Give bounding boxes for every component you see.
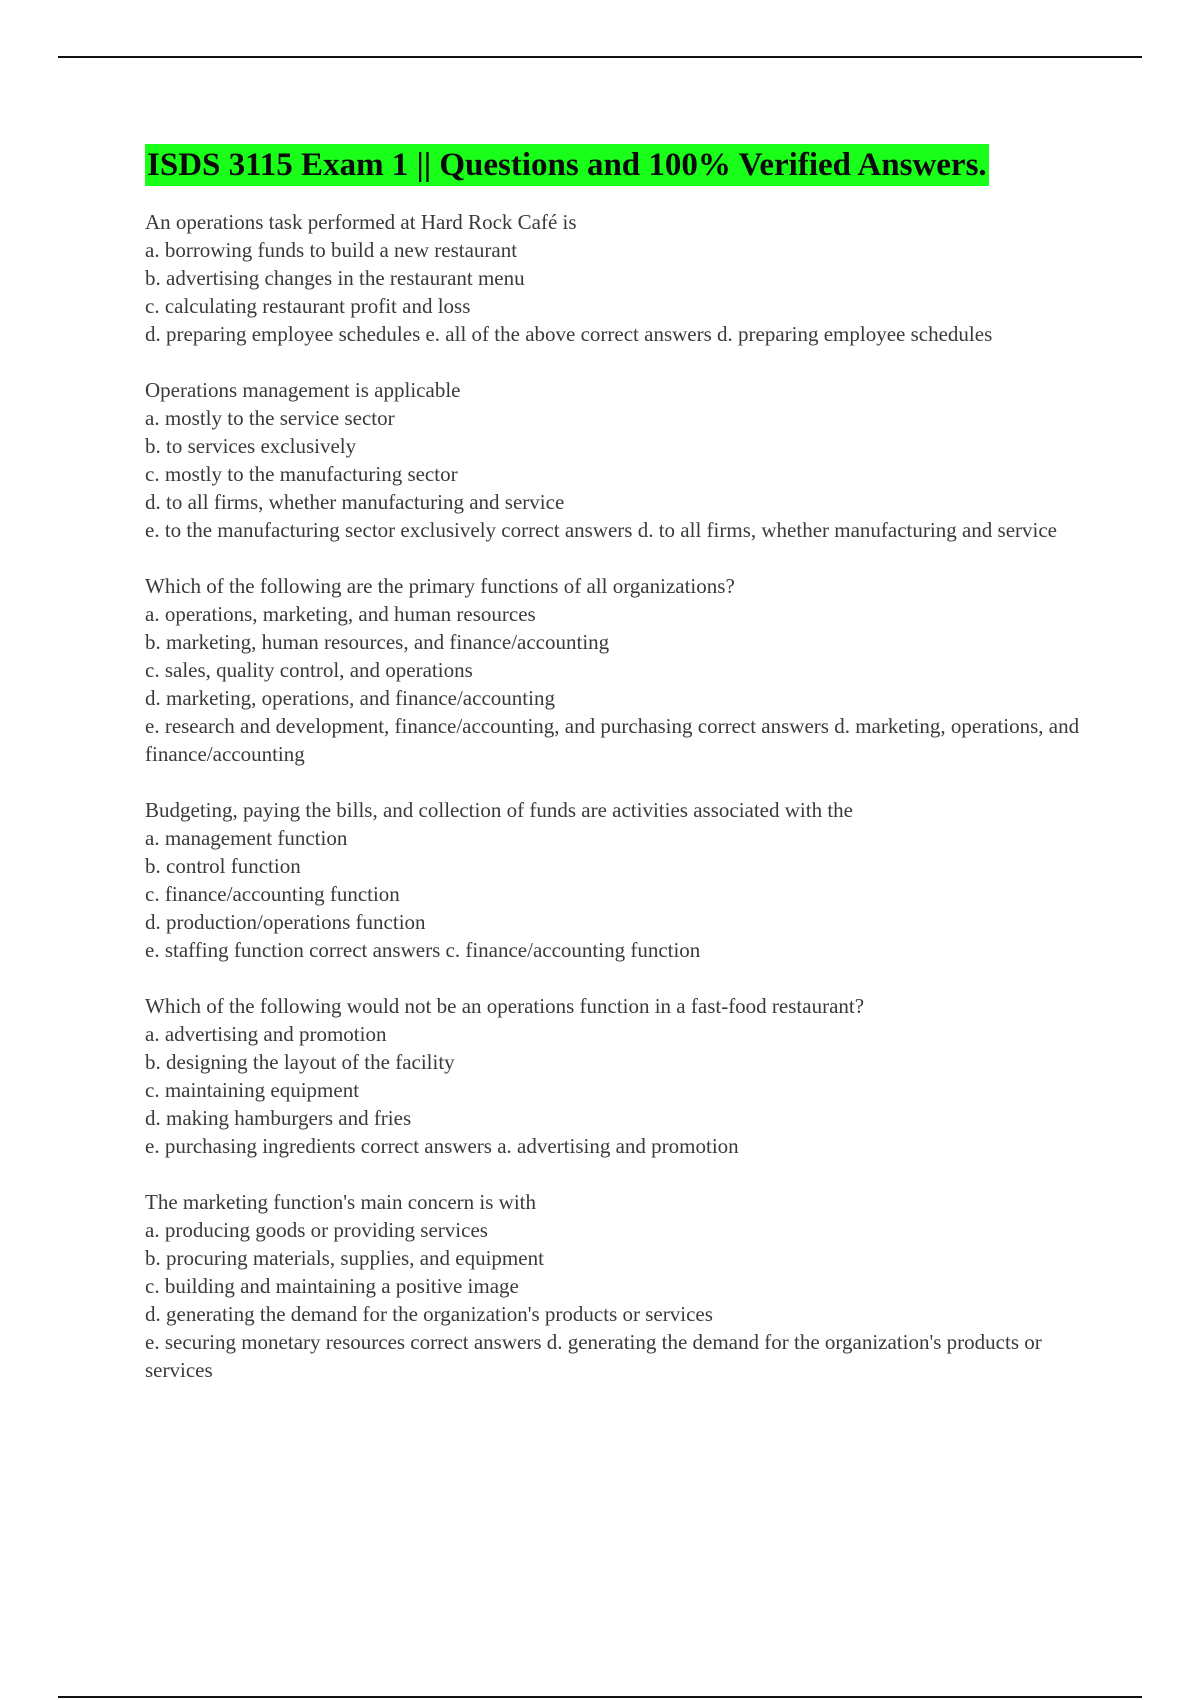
answer-option: a. operations, marketing, and human resources — [145, 602, 536, 626]
answer-option: e. research and development, finance/accounting, and purchasing correct answers d. marketing, operations, and finance/accounting — [145, 714, 1080, 766]
question-text: Which of the following would not be an operations function in a fast-food restaurant? — [145, 994, 865, 1018]
question-text: The marketing function's main concern is with — [145, 1190, 537, 1214]
answer-option: b. control function — [145, 854, 301, 878]
answer-option: c. finance/accounting function — [145, 882, 400, 906]
answer-option: a. mostly to the service sector — [145, 406, 395, 430]
answer-option: b. procuring materials, supplies, and equipment — [145, 1246, 544, 1270]
answer-option: c. sales, quality control, and operations — [145, 658, 473, 682]
answer-option: a. producing goods or providing services — [145, 1218, 488, 1242]
answer-option: d. to all firms, whether manufacturing and service — [145, 490, 565, 514]
answer-option: b. to services exclusively — [145, 434, 357, 458]
question-block — [145, 1188, 1085, 1384]
answer-option: e. to the manufacturing sector exclusively correct answers d. to all firms, whether manufacturing and service — [145, 518, 1057, 542]
bottom-rule — [58, 1696, 1142, 1698]
answer-option: c. building and maintaining a positive image — [145, 1274, 519, 1298]
question-block — [145, 992, 1085, 1160]
answer-option: b. designing the layout of the facility — [145, 1050, 455, 1074]
top-rule — [58, 56, 1142, 58]
answer-option: a. management function — [145, 826, 348, 850]
answer-option: e. securing monetary resources correct answers d. generating the demand for the organization's products or services — [145, 1330, 1042, 1382]
question-block — [145, 208, 1085, 348]
answer-option: c. calculating restaurant profit and loss — [145, 294, 471, 318]
answer-option: d. generating the demand for the organization's products or services — [145, 1302, 713, 1326]
answer-option: c. mostly to the manufacturing sector — [145, 462, 458, 486]
answer-option: d. making hamburgers and fries — [145, 1106, 412, 1130]
answer-option: c. maintaining equipment — [145, 1078, 360, 1102]
question-block — [145, 572, 1085, 768]
answer-option: d. preparing employee schedules e. all of the above correct answers d. preparing employee schedules — [145, 322, 993, 346]
answer-option: a. borrowing funds to build a new restaurant — [145, 238, 518, 262]
answer-option: b. marketing, human resources, and finance/accounting — [145, 630, 610, 654]
question-text: Which of the following are the primary functions of all organizations? — [145, 574, 735, 598]
question-text: Budgeting, paying the bills, and collection of funds are activities associated with the — [145, 798, 853, 822]
question-text: Operations management is applicable — [145, 378, 461, 402]
document-title: ISDS 3115 Exam 1 || Questions and 100% Verified Answers. — [145, 144, 989, 186]
document-body — [145, 144, 1085, 1412]
answer-option: d. marketing, operations, and finance/accounting — [145, 686, 555, 710]
question-text: An operations task performed at Hard Rock Café is — [145, 210, 577, 234]
question-block — [145, 376, 1085, 544]
answer-option: d. production/operations function — [145, 910, 426, 934]
answer-option: e. staffing function correct answers c. finance/accounting function — [145, 938, 701, 962]
answer-option: e. purchasing ingredients correct answers a. advertising and promotion — [145, 1134, 739, 1158]
answer-option: b. advertising changes in the restaurant menu — [145, 266, 525, 290]
answer-option: a. advertising and promotion — [145, 1022, 387, 1046]
question-block — [145, 796, 1085, 964]
